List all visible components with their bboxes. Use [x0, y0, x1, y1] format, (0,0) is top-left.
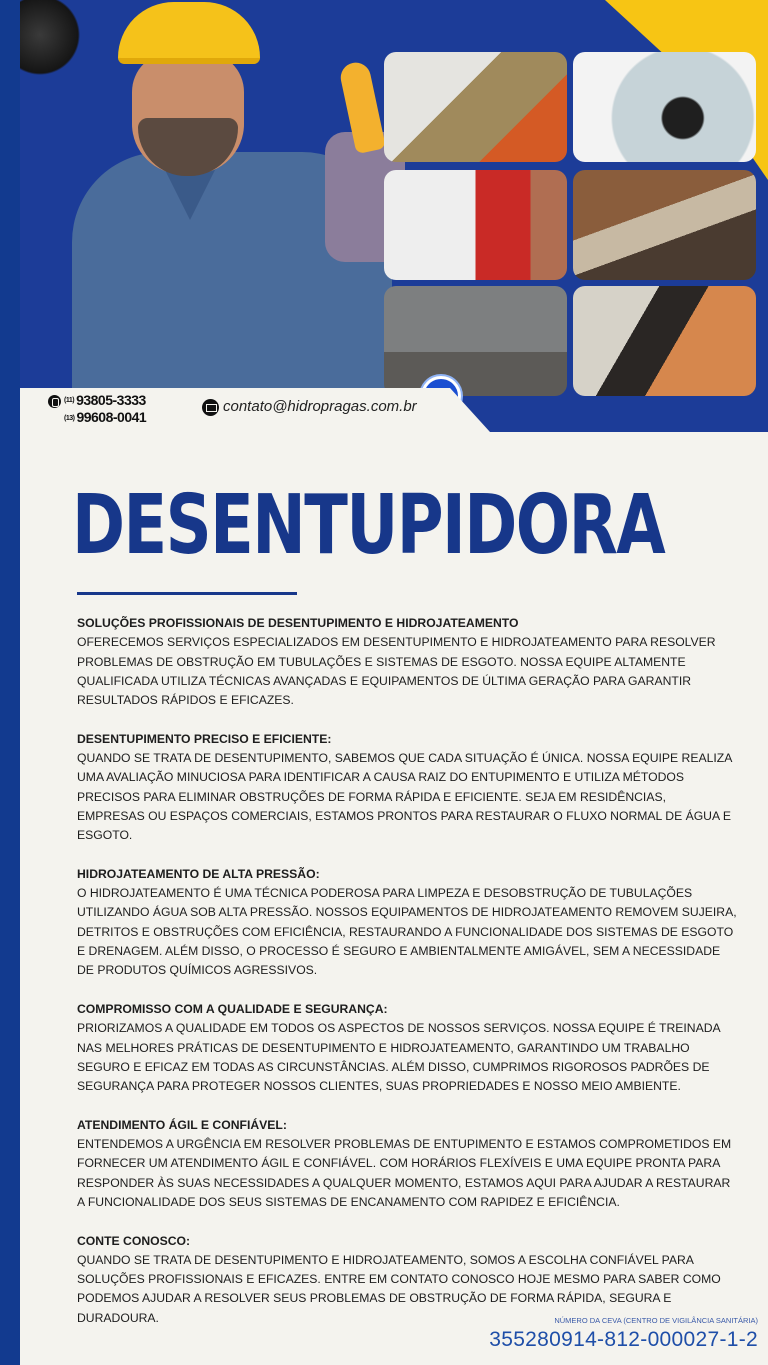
section-high-pressure	[77, 865, 737, 981]
section-precise-unclogging	[77, 730, 737, 846]
section-body: O HIDROJATEAMENTO É UMA TÉCNICA PODEROSA PARA LIMPEZA E DESOBSTRUÇÃO DE TUBULAÇÕES UTILIZANDO ÁGUA SOB ALTA PRESSÃO. NOSSOS EQUIPAMENTOS DE HIDROJATEAMENTO REMOVEM SUJEIRA, DETRITOS E OBSTRUÇÕES COM EFICIÊNCIA, RESTAURANDO A FUNCIONALIDADE DOS SISTEMAS DE ESGOTO E DRENAGEM. ALÉM DISSO, O PROCESSO É SEGURO E AMBIENTALMENTE AMIGÁVEL, SEM A NECESSIDADE DE PRODUTOS QUÍMICOS AGRESSIVOS.	[77, 886, 737, 978]
section-body: QUANDO SE TRATA DE DESENTUPIMENTO, SABEMOS QUE CADA SITUAÇÃO É ÚNICA. NOSSA EQUIPE REALIZA UMA AVALIAÇÃO MINUCIOSA PARA IDENTIFICAR A CAUSA RAIZ DO ENTUPIMENTO E UTILIZA MÉTODOS PRECISOS PARA ELIMINAR OBSTRUÇÕES DE FORMA RÁPIDA E EFICIENTE. SEJA EM RESIDÊNCIAS, EMPRESAS OU ESPAÇOS COMERCIAIS, ESTAMOS PRONTOS PARA RESTAURAR O FLUXO NORMAL DE ÁGUA E ESGOTO.	[77, 751, 732, 843]
photo-toilet-plunger	[573, 52, 756, 162]
photo-pressure-wash-drain	[573, 170, 756, 280]
section-body: OFERECEMOS SERVIÇOS ESPECIALIZADOS EM DESENTUPIMENTO E HIDROJATEAMENTO PARA RESOLVER PROBLEMAS DE OBSTRUÇÃO EM TUBULAÇÕES E SISTEMAS DE ESGOTO. NOSSA EQUIPE ALTAMENTE QUALIFICADA UTILIZA TÉCNICAS AVANÇADAS E EQUIPAMENTOS DE ÚLTIMA GERAÇÃO PARA GARANTIR RESULTADOS RÁPIDOS E EFICAZES.	[77, 635, 716, 708]
hero-banner	[20, 0, 768, 432]
section-fast-service	[77, 1116, 737, 1212]
section-count-on-us	[77, 1232, 737, 1328]
photo-floor-drain	[384, 286, 567, 396]
section-heading: ATENDIMENTO ÁGIL E CONFIÁVEL:	[77, 1117, 287, 1132]
section-body: PRIORIZAMOS A QUALIDADE EM TODOS OS ASPECTOS DE NOSSOS SERVIÇOS. NOSSA EQUIPE É TREINADA NAS MELHORES PRÁTICAS DE DESENTUPIMENTO E HIDROJATEAMENTO, GARANTINDO UM TRABALHO SEGURO E EFICAZ EM TODAS AS CIRCUNSTÂNCIAS. ALÉM DISSO, CUMPRIMOS RIGOROSOS PADRÕES DE SEGURANÇA PARA PROTEGER NOSSOS CLIENTES, SUAS PROPRIEDADES E NOSSO MEIO AMBIENTE.	[77, 1021, 720, 1094]
section-solutions	[77, 614, 737, 710]
phone-number-1[interactable]: (11) 93805-3333	[64, 392, 146, 408]
phone-numbers	[64, 392, 146, 427]
section-quality-safety	[77, 1000, 737, 1096]
section-heading: DESENTUPIMENTO PRECISO E EFICIENTE:	[77, 731, 332, 746]
section-heading: HIDROJATEAMENTO DE ALTA PRESSÃO:	[77, 866, 320, 881]
section-body: QUANDO SE TRATA DE DESENTUPIMENTO E HIDROJATEAMENTO, SOMOS A ESCOLHA CONFIÁVEL PARA SOLUÇÕES PROFISSIONAIS E EFICAZES. ENTRE EM CONTATO CONOSCO HOJE MESMO PARA SABER COMO PODEMOS AJUDAR A RESOLVER SEUS PROBLEMAS DE OBSTRUÇÃO DE FORMA RÁPIDA, SEGURA E DURADOURA.	[77, 1252, 721, 1325]
page-title: DESENTUPIDORA	[72, 478, 665, 573]
left-accent-bar	[0, 0, 20, 1365]
section-body: ENTENDEMOS A URGÊNCIA EM RESOLVER PROBLEMAS DE ENTUPIMENTO E ESTAMOS COMPROMETIDOS EM FORNECER UM ATENDIMENTO ÁGIL E CONFIÁVEL. COM HORÁRIOS FLEXÍVEIS E UMA EQUIPE PRONTA PARA RESPONDER ÀS SUAS NECESSIDADES A QUALQUER MOMENTO, ESTAMOS AQUI PARA AJUDAR A RESTAURAR A FUNCIONALIDADE DOS SEUS SISTEMAS DE ENCANAMENTO COM RAPIDEZ E EFICIÊNCIA.	[77, 1137, 732, 1209]
content-body	[77, 614, 737, 1347]
photo-toilet-snake	[384, 170, 567, 280]
email-link[interactable]: contato@hidropragas.com.br	[223, 398, 417, 415]
photo-pipes-wall	[573, 286, 756, 396]
mail-icon	[202, 399, 219, 416]
ceva-number: 355280914-812-000027-1-2	[489, 1328, 758, 1351]
hard-hat	[118, 2, 260, 64]
title-underline	[77, 592, 297, 595]
photo-plunger-sink	[384, 52, 567, 162]
worker-thumbs-up-image	[50, 0, 430, 392]
section-heading: COMPROMISSO COM A QUALIDADE E SEGURANÇA:	[77, 1001, 388, 1016]
phone-icon	[48, 395, 61, 408]
ceva-label: NÚMERO DA CEVA (CENTRO DE VIGILÂNCIA SANITÁRIA)	[554, 1316, 758, 1325]
phone-number-2[interactable]: (13) 99608-0041	[64, 409, 147, 426]
section-heading: SOLUÇÕES PROFISSIONAIS DE DESENTUPIMENTO E HIDROJATEAMENTO	[77, 616, 519, 630]
section-heading: CONTE CONOSCO:	[77, 1233, 191, 1248]
